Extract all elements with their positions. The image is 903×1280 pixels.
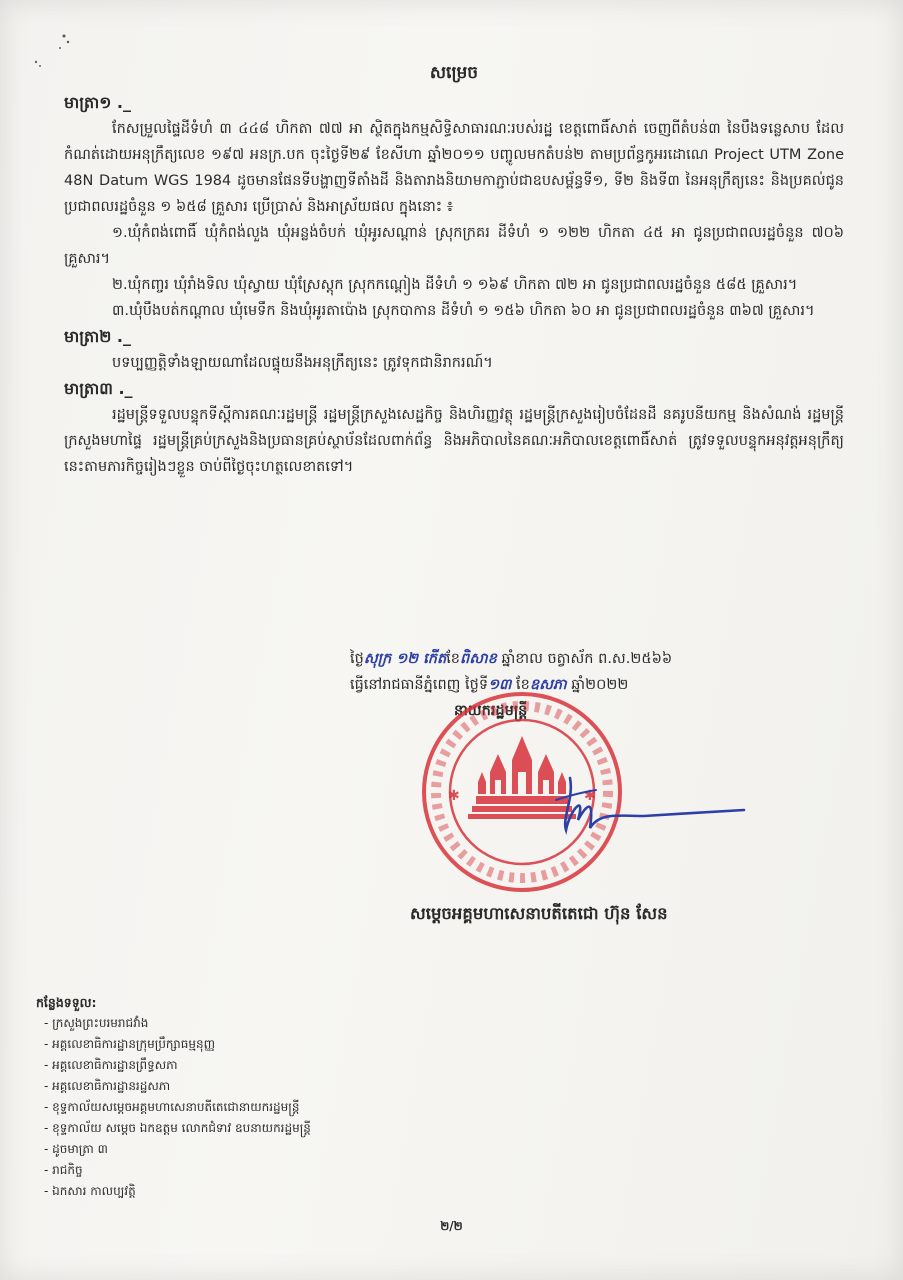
place-prefix: ធ្វើនៅរាជធានីភ្នំពេញ ថ្ងៃទី — [350, 677, 489, 693]
page-number: ២/២ — [440, 1219, 463, 1233]
article-2 — [64, 324, 844, 376]
article-item: ៣.ឃុំបឹងបត់កណ្ដាល ឃុំមេទឹក និងឃុំអូរតាប៉ោង ស្រុកបាកាន ដីទំហំ ១ ១៥៦ ហិកតា ៦០ អា ជូនប្រជាពលរដ្ឋចំនួន ៣៦៧ គ្រួសារ។ — [112, 303, 815, 319]
article-paragraph: កែសម្រួលផ្ទៃដីទំហំ ៣ ៤៤៨ ហិកតា ៧៧ អា ស្ថិតក្នុងកម្មសិទ្ធិសាធារណៈរបស់រដ្ឋ ខេត្តពោធិ៍សាត់ ចេញពីតំបន់៣ នៃបឹងទន្លេសាប ដែលកំណត់ដោយអនុក្រឹត្យលេខ ១៩៧ អនក្រ.បក ចុះថ្ងៃទី២៩ ខែសីហា ឆ្នាំ២០១១ បញ្ចូលមកតំបន់២ តាមប្រព័ន្ធកូអរដោណេ Project UTM Zone 48N Datum WGS 1984 ដូចមានផែនទីបង្ហាញទីតាំងដី និងតារាងនិយាមកាភ្ជាប់ជាឧបសម្ព័ន្ធទី១, ទី២ និងទី៣ នៃអនុក្រឹត្យនេះ និងប្រគល់ជូនប្រជាពលរដ្ឋចំនួន ១ ៦៥៨ គ្រួសារ ប្រើប្រាស់ និងអាស្រ័យផល ក្នុងនោះ ៖ — [64, 121, 844, 215]
article-item: ២.ឃុំកញ្ចរ ឃុំរាំងទិល ឃុំស្វាយ ឃុំស្រែស្តុក ស្រុកកណ្តៀង ដីទំហំ ១ ១៦៩ ហិកតា ៧២ អា ជូនប្រជាពលរដ្ឋចំនួន ៥៨៥ គ្រួសារ។ — [112, 277, 798, 293]
list-item: - អគ្គលេខាធិការដ្ឋានរដ្ឋសភា — [44, 1079, 171, 1093]
lunar-month-handwritten: ពិសាខ — [460, 651, 497, 667]
signer-title: នាយករដ្ឋមន្ត្រី — [454, 703, 528, 719]
list-item: - ខុទ្ទកាល័យ សម្ដេច ឯកឧត្ដម លោកជំទាវ ឧបនាយករដ្ឋមន្ត្រី — [44, 1121, 311, 1135]
decision-heading: សម្រេច — [429, 63, 479, 83]
recipients-title: កន្លែងទទួល: — [36, 995, 97, 1010]
recipients-list — [36, 992, 311, 1202]
article-1 — [64, 90, 844, 324]
article-paragraph: បទប្បញ្ញត្តិទាំងឡាយណាដែលផ្ទុយនឹងអនុក្រឹត្យនេះ ត្រូវទុកជានិរាករណ៍។ — [112, 355, 493, 371]
list-item: - ដូចមាត្រា ៣ — [44, 1142, 108, 1156]
list-item: - ឯកសារ កាលប្បវត្តិ — [44, 1184, 136, 1198]
list-item: - អគ្គលេខាធិការដ្ឋានព្រឹទ្ធសភា — [44, 1058, 178, 1072]
article-title: មាត្រា៣ ._ — [64, 379, 133, 398]
svg-text:✱: ✱ — [448, 788, 460, 804]
lunar-day-handwritten: សុក្រ ១២ កើត — [363, 651, 447, 667]
svg-text:✱: ✱ — [584, 788, 596, 804]
lunar-month-prefix: ខែ — [446, 651, 461, 667]
list-item: - រាជកិច្ច — [44, 1163, 83, 1177]
lunar-year: ឆ្នាំខាល ចត្វាស័ក ព.ស.២៥៦៦ — [496, 651, 673, 667]
list-item: - ខុទ្ទកាល័យសម្ដេចអគ្គមហាសេនាបតីតេជោនាយករដ្ឋមន្ត្រី — [44, 1100, 300, 1114]
signer-name: សម្ដេចអគ្គមហាសេនាបតីតេជោ ហ៊ុន សែន — [410, 904, 668, 923]
article-title: មាត្រា២ ._ — [64, 327, 131, 346]
year: ឆ្នាំ២០២២ — [566, 677, 629, 693]
article-paragraph: រដ្ឋមន្ត្រីទទួលបន្ទុកទីស្ដីការគណៈរដ្ឋមន្ត្រី រដ្ឋមន្ត្រីក្រសួងសេដ្ឋកិច្ច និងហិរញ្ញវត្ថុ រដ្ឋមន្ត្រីក្រសួងរៀបចំដែនដី នគរូបនីយកម្ម និងសំណង់ រដ្ឋមន្ត្រីក្រសួងមហាផ្ទៃ រដ្ឋមន្ត្រីគ្រប់ក្រសួងនិងប្រធានគ្រប់ស្ថាប័នដែលពាក់ព័ន្ធ និងអភិបាលនៃគណៈអភិបាលខេត្តពោធិ៍សាត់ ត្រូវទទួលបន្ទុកអនុវត្តអនុក្រឹត្យនេះតាមភារកិច្ចរៀងៗខ្លួន ចាប់ពីថ្ងៃចុះហត្ថលេខាតទៅ។ — [64, 407, 844, 475]
article-title: មាត្រា១ ._ — [64, 93, 131, 112]
lunar-date-line — [350, 646, 830, 672]
list-item: - ក្រសួងព្រះបរមរាជវាំង — [44, 1016, 149, 1030]
list-item: - អគ្គលេខាធិការដ្ឋានក្រុមប្រឹក្សាធម្មនុញ្ញ — [44, 1037, 216, 1051]
article-3 — [64, 376, 844, 480]
month-handwritten: ឧសភា — [529, 677, 567, 693]
handwritten-signature-icon — [548, 770, 748, 840]
month-prefix: ខែ — [511, 677, 530, 693]
document-body — [64, 60, 844, 480]
article-item: ១.ឃុំកំពង់ពោធិ៍ ឃុំកំពង់លួង ឃុំអន្លង់ចំបក់ ឃុំអូរសណ្ដាន់ ស្រុកក្រគរ ដីទំហំ ១ ១២២ ហិកតា ៤៥ អា ជូនប្រជាពលរដ្ឋចំនួន ៧០៦ គ្រួសារ។ — [64, 225, 844, 267]
lunar-prefix: ថ្ងៃ — [350, 651, 364, 667]
day-handwritten: ១៣ — [488, 677, 512, 693]
